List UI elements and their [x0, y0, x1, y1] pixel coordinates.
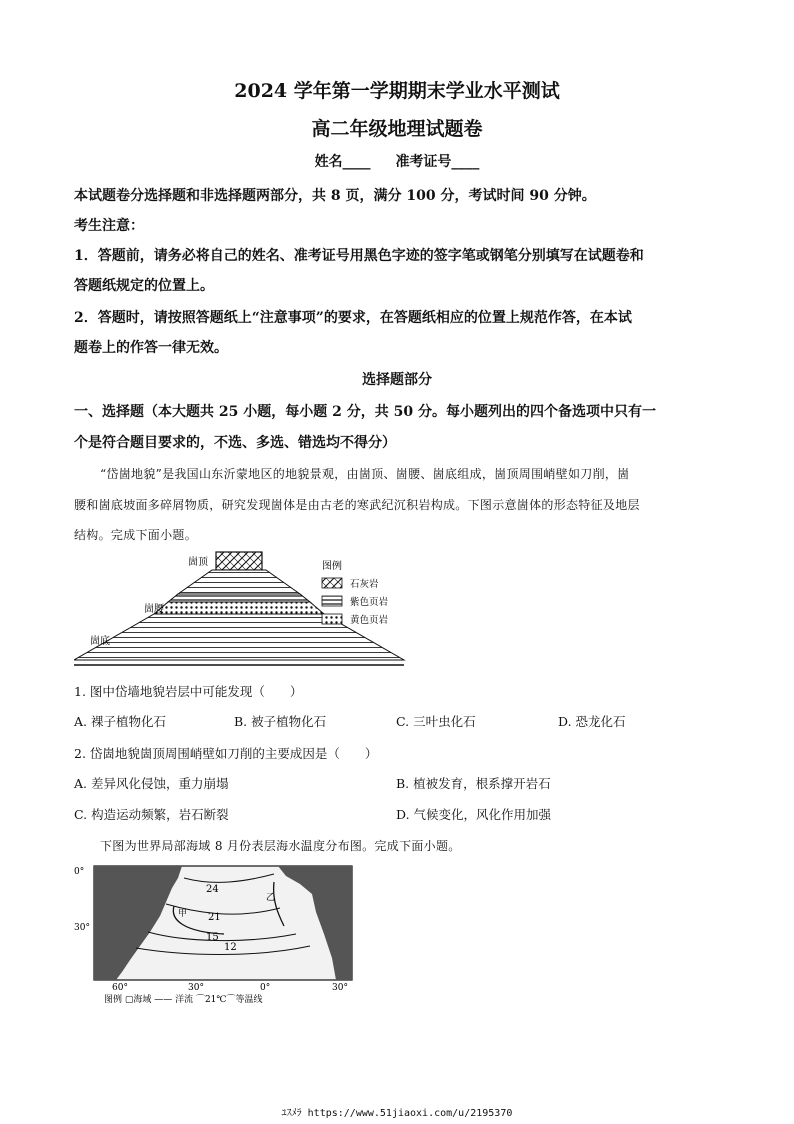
- lon-label-30e: 30°: [332, 983, 348, 993]
- legend-purple-swatch: [322, 596, 342, 606]
- legend-purple-shale: 紫色页岩: [350, 597, 389, 608]
- legend-limestone-swatch: [322, 578, 342, 588]
- question-2-option-c[interactable]: C. 构造运动频繁，岩石断裂: [74, 807, 229, 822]
- notice-item-1-line-1: 1．答题前，请务必将自己的姓名、准考证号用黑色字迹的签字笔或钢笔分别填写在试题卷和: [74, 248, 644, 264]
- legend-yellow-shale: 黄色页岩: [350, 615, 389, 626]
- isotherm-label-12: 12: [224, 942, 237, 953]
- notice-heading: 考生注意：: [74, 218, 144, 234]
- lat-label-0: 0°: [74, 867, 85, 877]
- question-1-stem: 1. 图中岱墙地貌岩层中可能发现（ ）: [74, 684, 303, 699]
- material-2: 下图为世界局部海域 8 月份表层海水温度分布图。完成下面小题。: [100, 839, 461, 853]
- isotherm-label-21: 21: [208, 912, 221, 923]
- section-instruction-line-2: 个是符合题目要求的，不选、多选、错选均不得分）: [74, 435, 396, 451]
- landform-cross-section-figure: [74, 550, 414, 672]
- isotherm-label-15: 15: [206, 932, 219, 943]
- label-cap: 崮顶: [188, 557, 208, 568]
- question-2-option-d[interactable]: D. 气候变化，风化作用加强: [396, 807, 552, 822]
- question-1-option-d[interactable]: D. 恐龙化石: [558, 714, 626, 729]
- lon-label-0: 0°: [260, 983, 271, 993]
- intro-text: 本试题卷分选择题和非选择题两部分，共 8 页，满分 100 分，考试时间 90 分钟。: [74, 188, 596, 204]
- point-label-jia: 甲: [178, 909, 188, 919]
- question-1-option-a[interactable]: A. 裸子植物化石: [74, 714, 166, 729]
- section-instruction-line-1: 一、选择题（本大题共 25 小题，每小题 2 分，共 50 分。每小题列出的四个备选项中只有一: [74, 404, 656, 420]
- point-label-yi: 乙: [266, 893, 276, 903]
- candidate-info: [0, 151, 794, 171]
- legend-yellow-swatch: [322, 614, 342, 624]
- name-field: 姓名____: [314, 154, 371, 170]
- material-1-line-1: “岱崮地貌”是我国山东沂蒙地区的地貌景观，由崮顶、崮腰、崮底组成，崮顶周围峭壁如刀削，崮: [100, 467, 630, 481]
- question-2-stem: 2. 岱崮地貌崮顶周围峭壁如刀削的主要成因是（ ）: [74, 746, 378, 761]
- label-base: 崮底: [90, 636, 110, 647]
- question-2-option-a[interactable]: A. 差异风化侵蚀，重力崩塌: [74, 776, 229, 791]
- page-footer-url[interactable]: ﾕｽﾒﾗ https://www.51jiaoxi.com/u/2195370: [281, 1108, 513, 1119]
- material-1-line-3: 结构。完成下面小题。: [74, 528, 198, 542]
- sea-temperature-map: [74, 862, 364, 1004]
- label-waist: 崮腰: [144, 604, 164, 615]
- section-title: 选择题部分: [362, 372, 432, 388]
- material-1-line-2: 腰和崮底坡面多碎屑物质，研究发现崮体是由古老的寒武纪沉积岩构成。下图示意崮体的形态特征及地层: [74, 498, 640, 512]
- legend-limestone: 石灰岩: [350, 579, 379, 590]
- legend-title: 图例: [322, 561, 342, 572]
- notice-item-2-line-2: 题卷上的作答一律无效。: [74, 340, 228, 356]
- id-field: 准考证号____: [395, 154, 480, 170]
- lat-label-30: 30°: [74, 923, 90, 933]
- question-2-option-b[interactable]: B. 植被发育，根系撑开岩石: [396, 776, 551, 791]
- exam-title: 2024 学年第一学期期末学业水平测试: [234, 80, 560, 102]
- caprock-limestone-layer: [216, 552, 262, 570]
- exam-subtitle: 高二年级地理试题卷: [311, 118, 483, 140]
- yellow-shale-layer: [154, 602, 324, 614]
- lon-label-30w: 30°: [188, 983, 204, 993]
- map-legend: 图例 ▢海域 —— 洋流 ⌒21℃⌒等温线: [104, 995, 263, 1004]
- upper-slope-layer: [178, 570, 300, 594]
- notice-item-2-line-1: 2．答题时，请按照答题纸上“注意事项”的要求，在答题纸相应的位置上规范作答，在本试: [74, 310, 632, 326]
- question-1-option-b[interactable]: B. 被子植物化石: [234, 714, 327, 729]
- lon-label-60w: 60°: [112, 983, 128, 993]
- question-1-option-c[interactable]: C. 三叶虫化石: [396, 714, 476, 729]
- isotherm-label-24: 24: [206, 884, 219, 895]
- purple-shale-layer: [168, 594, 310, 602]
- notice-item-1-line-2: 答题纸规定的位置上。: [74, 278, 214, 294]
